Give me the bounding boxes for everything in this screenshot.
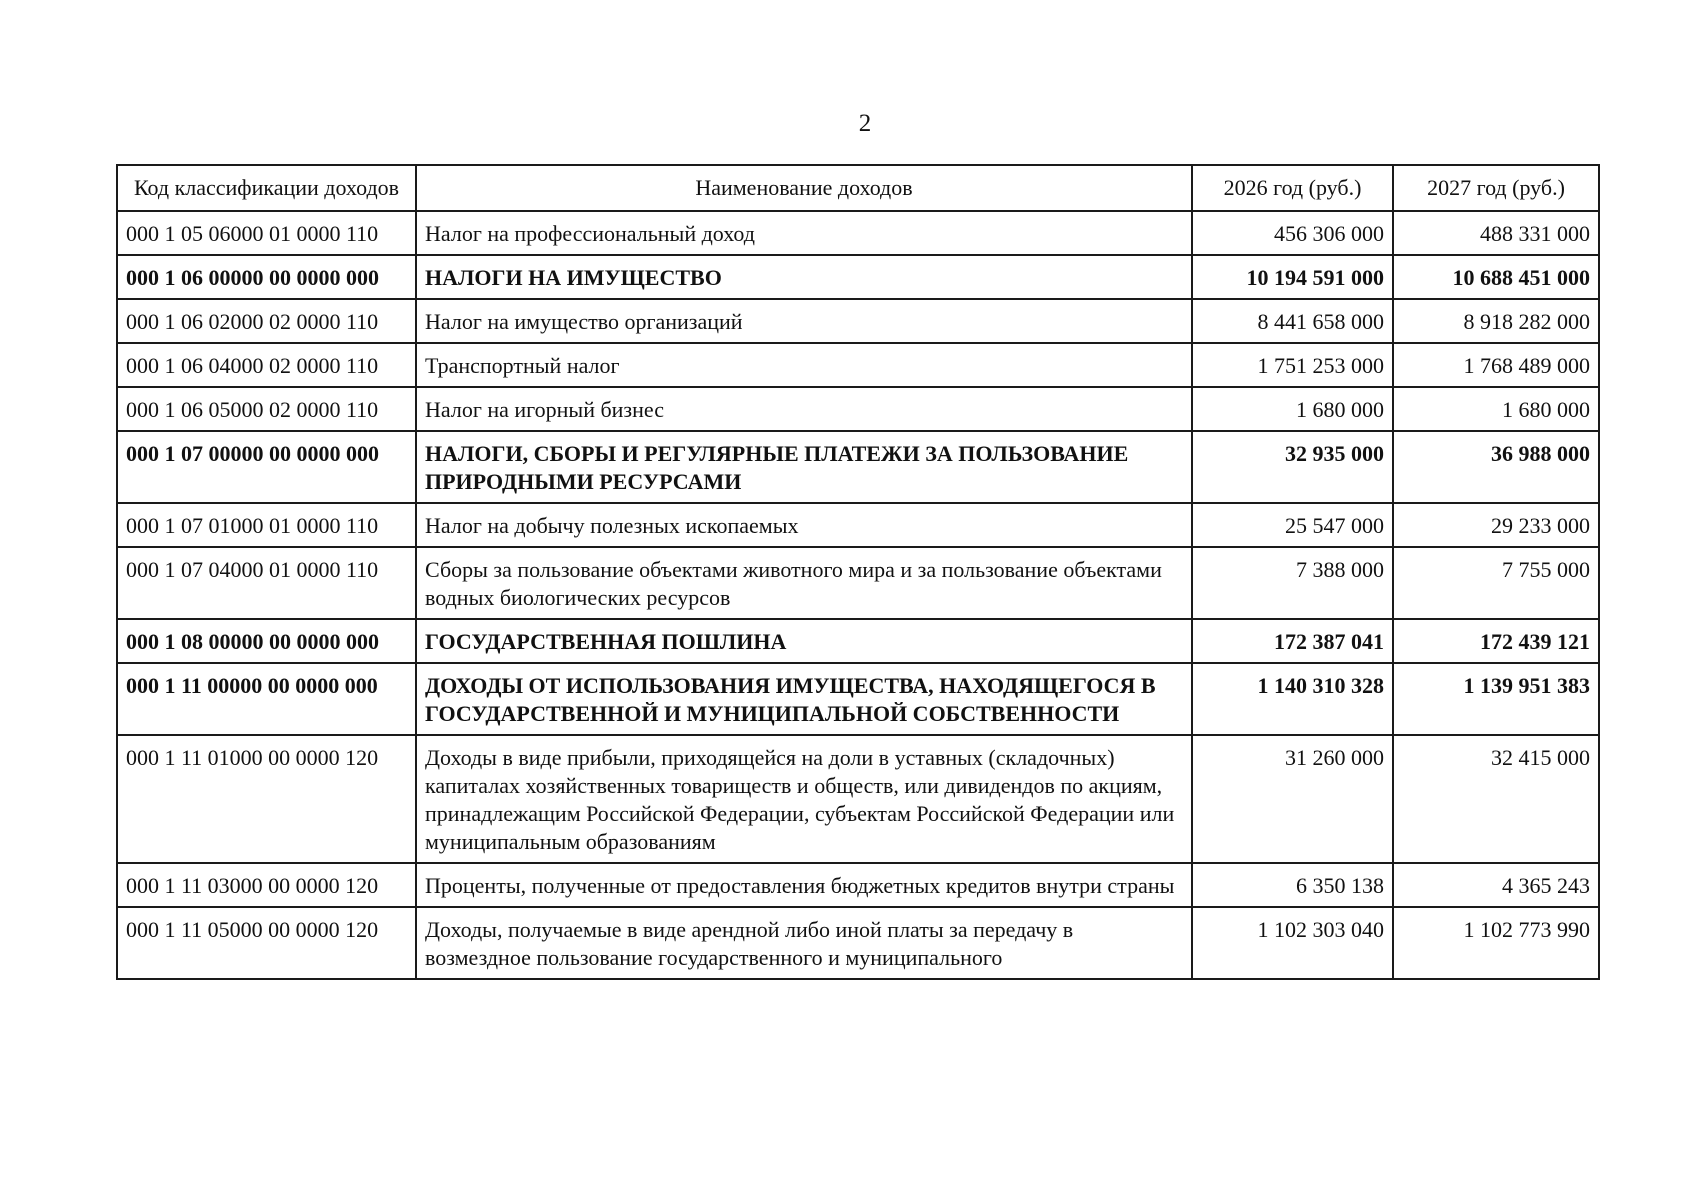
name-cell: Доходы, получаемые в виде арендной либо иной платы за передачу в возмездное пользование государственного и муниципального: [416, 907, 1192, 979]
value-2026-cell: 7 388 000: [1192, 547, 1393, 619]
value-2026-cell: 1 140 310 328: [1192, 663, 1393, 735]
value-2027-cell: 1 102 773 990: [1393, 907, 1599, 979]
name-cell: Налог на профессиональный доход: [416, 211, 1192, 255]
value-2027-cell: 1 680 000: [1393, 387, 1599, 431]
value-2027-cell: 488 331 000: [1393, 211, 1599, 255]
table-row: [117, 343, 1599, 387]
name-cell: Налог на имущество организаций: [416, 299, 1192, 343]
header-year-2027: 2027 год (руб.): [1393, 165, 1599, 211]
name-cell: НАЛОГИ, СБОРЫ И РЕГУЛЯРНЫЕ ПЛАТЕЖИ ЗА ПОЛЬЗОВАНИЕ ПРИРОДНЫМИ РЕСУРСАМИ: [416, 431, 1192, 503]
name-cell: Транспортный налог: [416, 343, 1192, 387]
table-row: [117, 547, 1599, 619]
name-cell: НАЛОГИ НА ИМУЩЕСТВО: [416, 255, 1192, 299]
table-row: [117, 299, 1599, 343]
value-2027-cell: 10 688 451 000: [1393, 255, 1599, 299]
name-cell: Налог на добычу полезных ископаемых: [416, 503, 1192, 547]
value-2027-cell: 29 233 000: [1393, 503, 1599, 547]
code-cell: 000 1 06 02000 02 0000 110: [117, 299, 416, 343]
value-2026-cell: 172 387 041: [1192, 619, 1393, 663]
value-2027-cell: 1 139 951 383: [1393, 663, 1599, 735]
table-row: [117, 255, 1599, 299]
code-cell: 000 1 07 01000 01 0000 110: [117, 503, 416, 547]
value-2027-cell: 4 365 243: [1393, 863, 1599, 907]
value-2026-cell: 31 260 000: [1192, 735, 1393, 863]
code-cell: 000 1 08 00000 00 0000 000: [117, 619, 416, 663]
value-2026-cell: 25 547 000: [1192, 503, 1393, 547]
name-cell: Сборы за пользование объектами животного мира и за пользование объектами водных биологических ресурсов: [416, 547, 1192, 619]
table-row: [117, 211, 1599, 255]
table-row: [117, 431, 1599, 503]
value-2027-cell: 172 439 121: [1393, 619, 1599, 663]
value-2026-cell: 456 306 000: [1192, 211, 1393, 255]
value-2026-cell: 6 350 138: [1192, 863, 1393, 907]
page-number: 2: [858, 110, 872, 137]
value-2026-cell: 32 935 000: [1192, 431, 1393, 503]
value-2027-cell: 36 988 000: [1393, 431, 1599, 503]
code-cell: 000 1 06 00000 00 0000 000: [117, 255, 416, 299]
value-2026-cell: 8 441 658 000: [1192, 299, 1393, 343]
code-cell: 000 1 11 05000 00 0000 120: [117, 907, 416, 979]
value-2026-cell: 1 751 253 000: [1192, 343, 1393, 387]
value-2027-cell: 7 755 000: [1393, 547, 1599, 619]
code-cell: 000 1 05 06000 01 0000 110: [117, 211, 416, 255]
table-row: [117, 503, 1599, 547]
header-code: Код классификации доходов: [117, 165, 416, 211]
table-body: [117, 211, 1599, 979]
code-cell: 000 1 07 04000 01 0000 110: [117, 547, 416, 619]
value-2026-cell: 1 102 303 040: [1192, 907, 1393, 979]
value-2026-cell: 1 680 000: [1192, 387, 1393, 431]
table-row: [117, 863, 1599, 907]
code-cell: 000 1 06 04000 02 0000 110: [117, 343, 416, 387]
income-table: [116, 164, 1600, 980]
code-cell: 000 1 11 03000 00 0000 120: [117, 863, 416, 907]
header-year-2026: 2026 год (руб.): [1192, 165, 1393, 211]
table-row: [117, 619, 1599, 663]
code-cell: 000 1 11 01000 00 0000 120: [117, 735, 416, 863]
table-row: [117, 663, 1599, 735]
table-row: [117, 387, 1599, 431]
value-2027-cell: 8 918 282 000: [1393, 299, 1599, 343]
value-2026-cell: 10 194 591 000: [1192, 255, 1393, 299]
name-cell: Доходы в виде прибыли, приходящейся на доли в уставных (складочных) капиталах хозяйственных товариществ и обществ, или дивидендов по акциям, принадлежащим Российской Федерации, субъектам Российской Федерации или муниципальным образованиям: [416, 735, 1192, 863]
code-cell: 000 1 06 05000 02 0000 110: [117, 387, 416, 431]
name-cell: ДОХОДЫ ОТ ИСПОЛЬЗОВАНИЯ ИМУЩЕСТВА, НАХОДЯЩЕГОСЯ В ГОСУДАРСТВЕННОЙ И МУНИЦИПАЛЬНОЙ СОБСТВЕННОСТИ: [416, 663, 1192, 735]
table-row: [117, 907, 1599, 979]
header-name: Наименование доходов: [416, 165, 1192, 211]
table-header-row: [117, 165, 1599, 211]
code-cell: 000 1 07 00000 00 0000 000: [117, 431, 416, 503]
name-cell: ГОСУДАРСТВЕННАЯ ПОШЛИНА: [416, 619, 1192, 663]
name-cell: Налог на игорный бизнес: [416, 387, 1192, 431]
value-2027-cell: 32 415 000: [1393, 735, 1599, 863]
name-cell: Проценты, полученные от предоставления бюджетных кредитов внутри страны: [416, 863, 1192, 907]
table-row: [117, 735, 1599, 863]
code-cell: 000 1 11 00000 00 0000 000: [117, 663, 416, 735]
value-2027-cell: 1 768 489 000: [1393, 343, 1599, 387]
